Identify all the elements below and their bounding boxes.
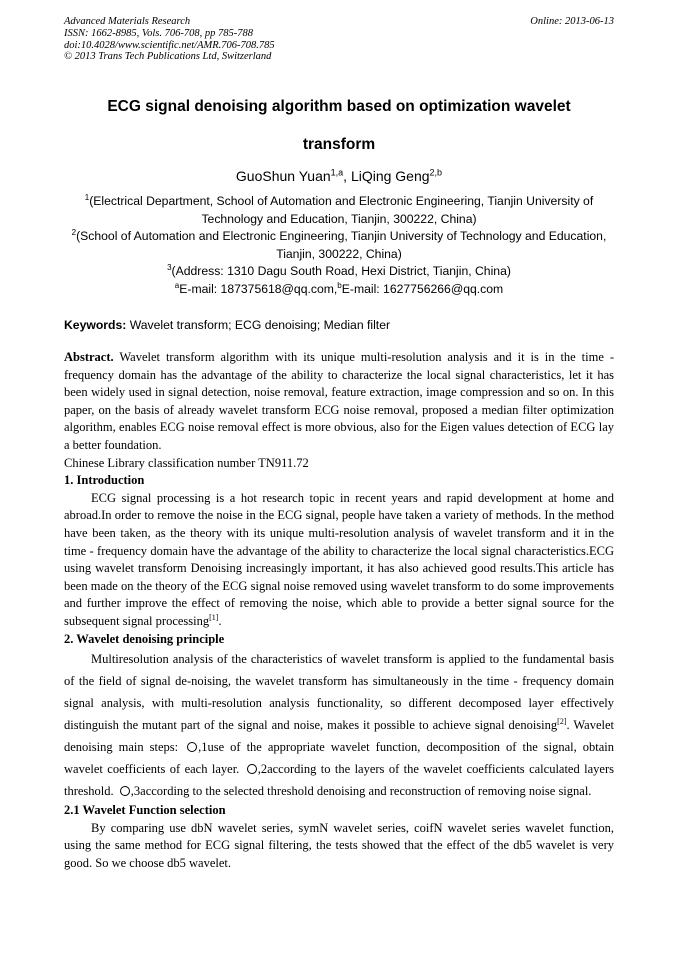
section-2-1-heading: 2.1 Wavelet Function selection: [64, 803, 226, 818]
keywords-text: Wavelet transform; ECG denoising; Median filter: [126, 318, 391, 332]
affil-1-num: 1: [84, 192, 90, 202]
title-line-1: ECG signal denoising algorithm based on optimization wavelet: [107, 98, 571, 115]
issn-line: ISSN: 1662-8985, Vols. 706-708, pp 785-788: [64, 27, 253, 39]
step-2-text: ,2according to the layers of the wavelet coefficients calculated layers threshold.: [64, 762, 614, 799]
online-date: Online: 2013-06-13: [530, 16, 614, 27]
author-1-affil: 1,a: [330, 167, 344, 178]
email-b-sup: b: [337, 280, 342, 290]
affil-3-num: 3: [167, 262, 172, 272]
journal-name: Advanced Materials Research: [64, 16, 191, 27]
author-2-affil: 2,b: [429, 167, 443, 178]
affiliation-2-cont: Tianjin, 300222, China): [276, 246, 402, 261]
section-2-text: Multiresolution analysis of the characteristics of wavelet transform is applied to the fundamental basis of the field of signal de-noising, the wavelet transform has simultaneously in the time - frequency domain signal analysis, with multi-resolution analysis functionality, so different decomposed layer effectively distinguish the mutant part of the signal and noise, makes it possible to achieve signal denoising: [64, 652, 614, 733]
paper-body: [64, 349, 614, 872]
paper-title: [64, 88, 614, 164]
citation-1: [1]: [209, 612, 219, 622]
email-line: [64, 281, 614, 299]
classification: Chinese Library classification number TN911.72: [64, 455, 309, 470]
affil-2-line-1: (School of Automation and Electronic Engineering, Tianjin University of Technology and Education,: [76, 229, 607, 243]
affiliations: [64, 193, 614, 298]
affil-1-line-1: (Electrical Department, School of Automation and Electronic Engineering, Tianjin University of: [89, 194, 594, 208]
affiliation-1-cont: Technology and Education, Tianjin, 300222, China): [201, 211, 477, 226]
title-line-2: transform: [302, 136, 376, 153]
author-2: LiQing Geng: [350, 168, 430, 184]
abstract-label: Abstract.: [64, 350, 114, 364]
email-b: E-mail: 1627756266@qq.com: [341, 281, 504, 296]
section-2-steps-intro: . Wavelet denoising main steps:: [64, 718, 614, 755]
section-2-paragraph: [64, 648, 614, 802]
author-1: GuoShun Yuan: [235, 168, 331, 184]
affil-3-line: (Address: 1310 Dagu South Road, Hexi District, Tianjin, China): [171, 264, 511, 278]
step-1-text: ,1use of the appropriate wavelet function, decomposition of the signal, obtain wavelet coefficients of each layer.: [64, 740, 614, 777]
section-2-1-paragraph: By comparing use dbN wavelet series, symN wavelet series, coifN wavelet series wavelet function, using the same method for ECG signal filtering, the tests showed that the effect of the db5 wavelet is very good. So we choose db5 wavelet.: [64, 820, 614, 870]
citation-2: [2]: [557, 716, 567, 726]
step-3-circle-icon: [120, 786, 130, 796]
abstract-text: Wavelet transform algorithm with its unique multi-resolution analysis and it is in the time - frequency domain has the advantage of the ability to characterize the local signal characteristics, let it has been widely used in signal detection, noise removal, feature extraction, image compression and so on. In this paper, on the basis of already wavelet transform ECG noise removal, proposed a median filter optimization algorithm, enables ECG noise removal effect is more obvious, also for the Eigen values detection of ECG lay a better foundation.: [64, 350, 614, 452]
journal-meta: [64, 16, 275, 63]
doi-line: doi:10.4028/www.scientific.net/AMR.706-708.785: [64, 39, 275, 51]
section-1-end: .: [218, 613, 222, 628]
affil-2-num: 2: [71, 227, 77, 237]
step-2-circle-icon: [247, 764, 257, 774]
section-1-heading: 1. Introduction: [64, 473, 145, 488]
affiliation-3: [64, 263, 614, 281]
author-separator: ,: [343, 168, 351, 184]
section-1-paragraph: [64, 490, 614, 631]
email-a-sup: a: [174, 280, 180, 290]
step-1-circle-icon: [187, 742, 197, 752]
abstract: [64, 349, 614, 455]
section-1-text: ECG signal processing is a hot research topic in recent years and rapid development at home and abroad.In order to remove the noise in the ECG signal, people have taken a variety of methods. In the method have been taken, as the theory with its unique multi-resolution analysis of wavelet transform and it in the time - frequency domain have the advantage of the ability to characterize the local signal characteristics.ECG using wavelet transform Denoising increasingly important, it has also achieved good results.This article has been made on the theory of the ECG signal noise removed using wavelet transform to do some improvements and further improve the effect of removing the noise, which able to provide a better signal source for the subsequent signal processing: [64, 490, 614, 628]
step-3-text: ,3according to the selected threshold denoising and reconstruction of removing noise signal.: [130, 784, 592, 799]
affiliation-2: [64, 228, 614, 246]
keywords: [64, 317, 614, 333]
section-2-heading: 2. Wavelet denoising principle: [64, 631, 225, 646]
keywords-label: Keywords:: [64, 318, 127, 332]
author-list: [64, 166, 614, 186]
affiliation-1: [64, 193, 614, 211]
email-a: E-mail: 187375618@qq.com,: [179, 281, 338, 296]
copyright-line: © 2013 Trans Tech Publications Ltd, Switzerland: [64, 51, 272, 63]
